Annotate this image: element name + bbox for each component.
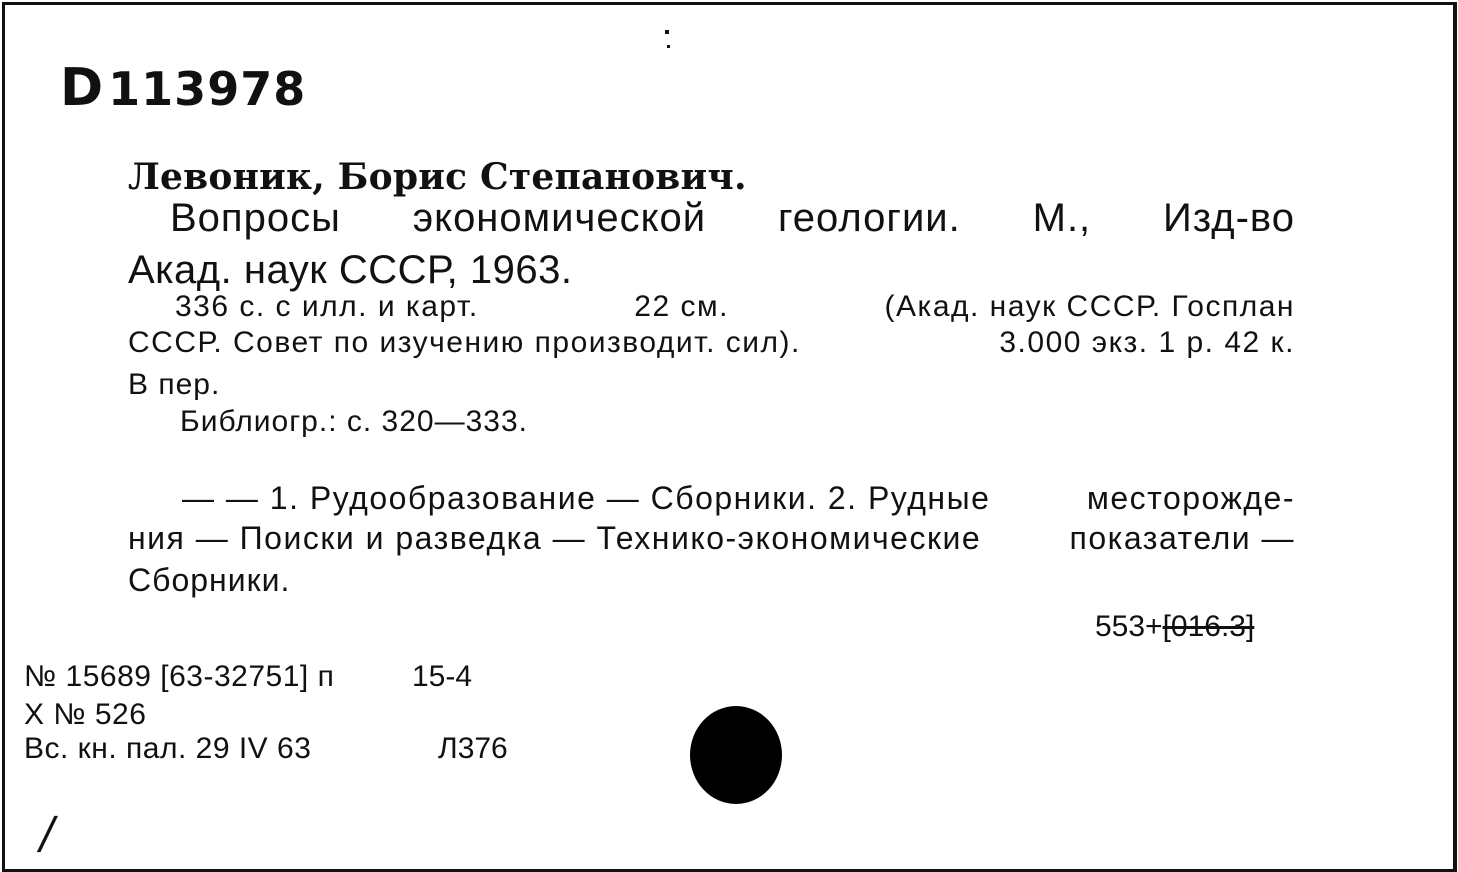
collation-line-1 bbox=[175, 290, 1295, 324]
subject-segment: показатели — bbox=[1069, 520, 1295, 556]
bibliography-note: Библиогр.: с. 320—333. bbox=[180, 405, 528, 438]
collation-segment: СССР. Совет по изучению производит. сил). bbox=[128, 326, 801, 359]
title-word: экономической bbox=[412, 196, 707, 240]
title-line-1 bbox=[170, 196, 1295, 241]
accession-line-2: Х № 526 bbox=[24, 698, 147, 731]
subject-segment: месторожде- bbox=[1086, 480, 1295, 516]
title-word: Вопросы bbox=[170, 196, 341, 240]
collation-line-3: В пер. bbox=[128, 368, 221, 401]
title-word: геологии. bbox=[778, 196, 961, 240]
title-word: Изд-во bbox=[1163, 196, 1295, 240]
subject-segment: ния — Поиски и разведка — Технико-экономические bbox=[128, 520, 982, 556]
handwritten-mark: / bbox=[35, 808, 60, 859]
subjects-line-3: Сборники. bbox=[128, 562, 291, 598]
accession-line-3: Вс. кн. пал. 29 IV 63 bbox=[24, 732, 312, 765]
collation-segment: 3.000 экз. 1 р. 42 к. bbox=[999, 326, 1295, 359]
subjects-line-1 bbox=[182, 480, 1295, 517]
call-number-value: 113978 bbox=[108, 62, 307, 116]
punch-hole bbox=[690, 706, 782, 804]
call-number bbox=[60, 58, 306, 118]
collation-line-2 bbox=[128, 326, 1295, 360]
collation-segment: (Акад. наук СССР. Госплан bbox=[884, 290, 1295, 323]
call-number-prefix: D bbox=[60, 58, 105, 118]
collation-segment: 336 с. с илл. и карт. bbox=[175, 290, 479, 323]
accession-code: 15-4 bbox=[412, 660, 473, 693]
subject-segment: — — 1. Рудообразование — Сборники. 2. Рудные bbox=[182, 480, 991, 516]
accession-print-code: Л376 bbox=[438, 732, 508, 765]
scan-speck bbox=[665, 30, 669, 34]
classification-struck: [016.3] bbox=[1162, 610, 1255, 643]
subjects-line-2 bbox=[128, 520, 1295, 557]
classification-main: 553+ bbox=[1095, 610, 1163, 643]
author-heading: Левоник, Борис Степанович. bbox=[128, 156, 747, 198]
scan-speck bbox=[667, 45, 670, 48]
title-word: М., bbox=[1032, 196, 1092, 240]
accession-line-1: № 15689 [63-32751] п bbox=[24, 660, 335, 693]
classification-number bbox=[1095, 610, 1254, 644]
collation-segment: 22 см. bbox=[634, 290, 729, 323]
title-line-2: Акад. наук СССР, 1963. bbox=[128, 248, 573, 292]
